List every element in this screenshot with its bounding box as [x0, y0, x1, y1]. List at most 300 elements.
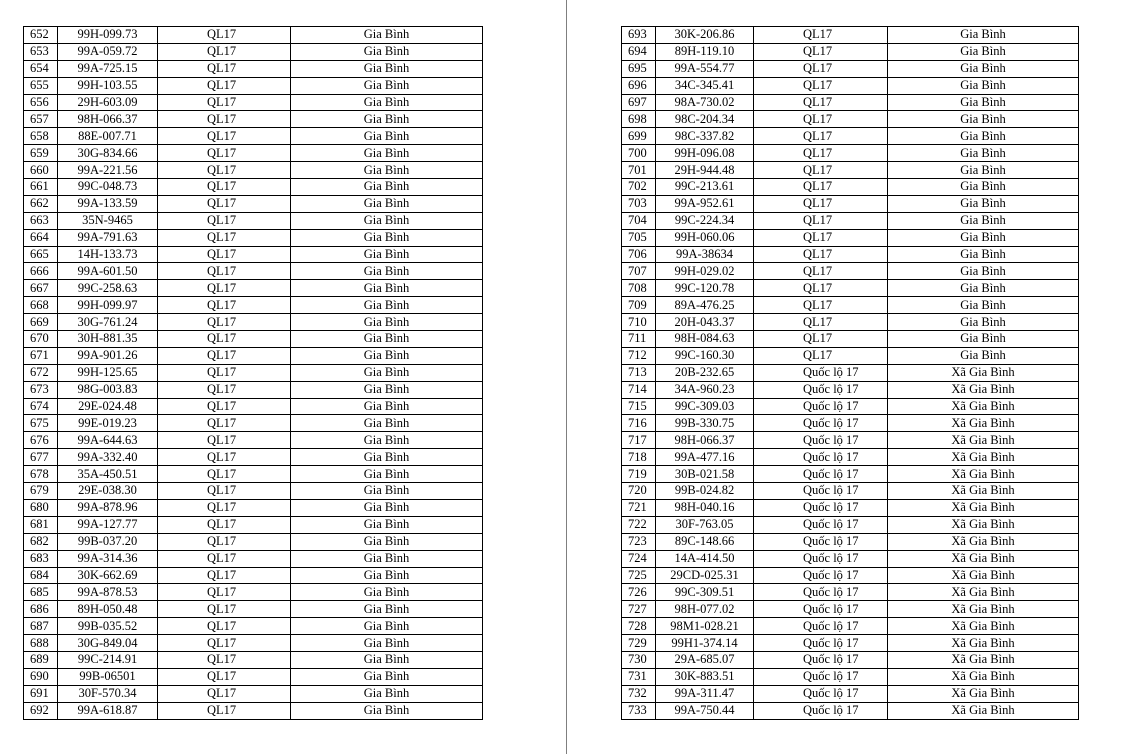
row-number-cell: 664: [24, 229, 58, 246]
row-number-cell: 727: [622, 601, 656, 618]
table-row: [24, 398, 483, 415]
plate-number-cell: 89H-050.48: [58, 601, 158, 618]
plate-number-cell: 99C-214.91: [58, 651, 158, 668]
row-number-cell: 667: [24, 280, 58, 297]
table-row: [24, 77, 483, 94]
plate-number-cell: 99C-309.51: [656, 584, 754, 601]
location-cell: Gia Bình: [291, 94, 483, 111]
location-cell: Gia Bình: [888, 212, 1079, 229]
road-cell: QL17: [754, 212, 888, 229]
road-cell: QL17: [158, 195, 291, 212]
row-number-cell: 653: [24, 43, 58, 60]
row-number-cell: 657: [24, 111, 58, 128]
row-number-cell: 671: [24, 347, 58, 364]
table-row: [622, 550, 1079, 567]
table-row: [622, 27, 1079, 44]
table-row: [24, 263, 483, 280]
table-row: [24, 111, 483, 128]
row-number-cell: 692: [24, 702, 58, 719]
road-cell: QL17: [158, 685, 291, 702]
table-row: [622, 263, 1079, 280]
row-number-cell: 681: [24, 516, 58, 533]
road-cell: QL17: [158, 702, 291, 719]
row-number-cell: 683: [24, 550, 58, 567]
plate-number-cell: 99A-133.59: [58, 195, 158, 212]
table-row: [622, 145, 1079, 162]
road-cell: QL17: [158, 635, 291, 652]
location-cell: Gia Bình: [888, 314, 1079, 331]
plate-number-cell: 30H-881.35: [58, 331, 158, 348]
location-cell: Xã Gia Bình: [888, 668, 1079, 685]
road-cell: Quốc lộ 17: [754, 516, 888, 533]
road-cell: Quốc lộ 17: [754, 398, 888, 415]
row-number-cell: 706: [622, 246, 656, 263]
road-cell: QL17: [158, 60, 291, 77]
location-cell: Gia Bình: [291, 229, 483, 246]
location-cell: Gia Bình: [291, 195, 483, 212]
table-row: [24, 179, 483, 196]
road-cell: QL17: [158, 449, 291, 466]
location-cell: Xã Gia Bình: [888, 533, 1079, 550]
table-row: [622, 432, 1079, 449]
plate-number-cell: 34A-960.23: [656, 381, 754, 398]
row-number-cell: 678: [24, 466, 58, 483]
location-cell: Gia Bình: [291, 584, 483, 601]
table-row: [24, 364, 483, 381]
location-cell: Xã Gia Bình: [888, 567, 1079, 584]
row-number-cell: 711: [622, 331, 656, 348]
row-number-cell: 730: [622, 651, 656, 668]
table-row: [622, 77, 1079, 94]
location-cell: Gia Bình: [888, 145, 1079, 162]
row-number-cell: 661: [24, 179, 58, 196]
plate-number-cell: 98A-730.02: [656, 94, 754, 111]
plate-number-cell: 89H-119.10: [656, 43, 754, 60]
location-cell: Gia Bình: [888, 77, 1079, 94]
row-number-cell: 668: [24, 297, 58, 314]
row-number-cell: 696: [622, 77, 656, 94]
road-cell: QL17: [158, 179, 291, 196]
road-cell: QL17: [158, 364, 291, 381]
location-cell: Xã Gia Bình: [888, 415, 1079, 432]
location-cell: Gia Bình: [291, 263, 483, 280]
road-cell: QL17: [754, 145, 888, 162]
row-number-cell: 685: [24, 584, 58, 601]
plate-number-cell: 99B-024.82: [656, 483, 754, 500]
row-number-cell: 672: [24, 364, 58, 381]
row-number-cell: 702: [622, 179, 656, 196]
table-row: [24, 297, 483, 314]
row-number-cell: 720: [622, 483, 656, 500]
location-cell: Gia Bình: [888, 162, 1079, 179]
plate-number-cell: 35N-9465: [58, 212, 158, 229]
row-number-cell: 679: [24, 483, 58, 500]
plate-number-cell: 99C-120.78: [656, 280, 754, 297]
table-row: [24, 466, 483, 483]
row-number-cell: 715: [622, 398, 656, 415]
road-cell: QL17: [754, 195, 888, 212]
road-cell: QL17: [754, 94, 888, 111]
row-number-cell: 707: [622, 263, 656, 280]
right-records-body: [622, 27, 1079, 720]
location-cell: Xã Gia Bình: [888, 618, 1079, 635]
plate-number-cell: 99A-477.16: [656, 449, 754, 466]
row-number-cell: 690: [24, 668, 58, 685]
plate-number-cell: 99H-029.02: [656, 263, 754, 280]
row-number-cell: 708: [622, 280, 656, 297]
row-number-cell: 693: [622, 27, 656, 44]
road-cell: QL17: [754, 280, 888, 297]
road-cell: QL17: [158, 651, 291, 668]
location-cell: Xã Gia Bình: [888, 364, 1079, 381]
table-row: [622, 499, 1079, 516]
plate-number-cell: 88E-007.71: [58, 128, 158, 145]
location-cell: Gia Bình: [888, 179, 1079, 196]
road-cell: QL17: [158, 229, 291, 246]
plate-number-cell: 99H-096.08: [656, 145, 754, 162]
plate-number-cell: 30K-883.51: [656, 668, 754, 685]
table-row: [622, 668, 1079, 685]
location-cell: Gia Bình: [888, 94, 1079, 111]
road-cell: Quốc lộ 17: [754, 483, 888, 500]
road-cell: QL17: [158, 297, 291, 314]
road-cell: Quốc lộ 17: [754, 449, 888, 466]
left-records-body: [24, 27, 483, 720]
table-row: [622, 195, 1079, 212]
plate-number-cell: 98H-077.02: [656, 601, 754, 618]
table-row: [622, 483, 1079, 500]
table-row: [24, 550, 483, 567]
table-row: [622, 297, 1079, 314]
road-cell: QL17: [158, 584, 291, 601]
road-cell: QL17: [754, 162, 888, 179]
road-cell: QL17: [158, 77, 291, 94]
location-cell: Gia Bình: [291, 331, 483, 348]
road-cell: QL17: [158, 145, 291, 162]
plate-number-cell: 99H-103.55: [58, 77, 158, 94]
location-cell: Gia Bình: [291, 27, 483, 44]
location-cell: Gia Bình: [291, 635, 483, 652]
table-row: [24, 60, 483, 77]
table-row: [622, 635, 1079, 652]
plate-number-cell: 35A-450.51: [58, 466, 158, 483]
location-cell: Xã Gia Bình: [888, 499, 1079, 516]
road-cell: QL17: [158, 533, 291, 550]
road-cell: QL17: [158, 516, 291, 533]
plate-number-cell: 99A-878.53: [58, 584, 158, 601]
road-cell: QL17: [158, 499, 291, 516]
road-cell: Quốc lộ 17: [754, 651, 888, 668]
row-number-cell: 659: [24, 145, 58, 162]
location-cell: Gia Bình: [888, 128, 1079, 145]
location-cell: Gia Bình: [291, 297, 483, 314]
location-cell: Xã Gia Bình: [888, 466, 1079, 483]
location-cell: Gia Bình: [291, 43, 483, 60]
plate-number-cell: 99A-618.87: [58, 702, 158, 719]
road-cell: QL17: [158, 314, 291, 331]
plate-number-cell: 99B-330.75: [656, 415, 754, 432]
road-cell: Quốc lộ 17: [754, 601, 888, 618]
row-number-cell: 670: [24, 331, 58, 348]
road-cell: QL17: [754, 179, 888, 196]
plate-number-cell: 99B-06501: [58, 668, 158, 685]
location-cell: Gia Bình: [291, 466, 483, 483]
location-cell: Gia Bình: [888, 280, 1079, 297]
plate-number-cell: 98G-003.83: [58, 381, 158, 398]
right-records-table: [621, 26, 1079, 720]
row-number-cell: 709: [622, 297, 656, 314]
plate-number-cell: 29A-685.07: [656, 651, 754, 668]
plate-number-cell: 99B-037.20: [58, 533, 158, 550]
road-cell: QL17: [158, 280, 291, 297]
road-cell: QL17: [158, 43, 291, 60]
location-cell: Gia Bình: [291, 449, 483, 466]
table-row: [622, 280, 1079, 297]
plate-number-cell: 30K-206.86: [656, 27, 754, 44]
page-divider: [566, 0, 567, 754]
row-number-cell: 701: [622, 162, 656, 179]
table-row: [622, 331, 1079, 348]
table-row: [24, 128, 483, 145]
row-number-cell: 662: [24, 195, 58, 212]
plate-number-cell: 30F-570.34: [58, 685, 158, 702]
plate-number-cell: 99A-644.63: [58, 432, 158, 449]
location-cell: Gia Bình: [888, 246, 1079, 263]
table-row: [622, 516, 1079, 533]
road-cell: QL17: [754, 297, 888, 314]
location-cell: Xã Gia Bình: [888, 483, 1079, 500]
location-cell: Gia Bình: [291, 128, 483, 145]
table-row: [622, 162, 1079, 179]
location-cell: Gia Bình: [291, 702, 483, 719]
plate-number-cell: 99A-332.40: [58, 449, 158, 466]
row-number-cell: 712: [622, 347, 656, 364]
road-cell: QL17: [158, 550, 291, 567]
location-cell: Xã Gia Bình: [888, 381, 1079, 398]
road-cell: QL17: [158, 347, 291, 364]
table-row: [622, 60, 1079, 77]
road-cell: QL17: [158, 246, 291, 263]
table-row: [622, 685, 1079, 702]
table-row: [622, 111, 1079, 128]
plate-number-cell: 89C-148.66: [656, 533, 754, 550]
table-row: [24, 331, 483, 348]
road-cell: QL17: [158, 128, 291, 145]
road-cell: Quốc lộ 17: [754, 466, 888, 483]
location-cell: Gia Bình: [888, 331, 1079, 348]
plate-number-cell: 99A-601.50: [58, 263, 158, 280]
plate-number-cell: 29H-944.48: [656, 162, 754, 179]
table-row: [622, 381, 1079, 398]
location-cell: Gia Bình: [291, 516, 483, 533]
row-number-cell: 673: [24, 381, 58, 398]
table-row: [24, 229, 483, 246]
row-number-cell: 665: [24, 246, 58, 263]
road-cell: QL17: [754, 229, 888, 246]
plate-number-cell: 98C-204.34: [656, 111, 754, 128]
road-cell: QL17: [754, 111, 888, 128]
location-cell: Xã Gia Bình: [888, 449, 1079, 466]
plate-number-cell: 99A-791.63: [58, 229, 158, 246]
plate-number-cell: 99A-311.47: [656, 685, 754, 702]
location-cell: Xã Gia Bình: [888, 550, 1079, 567]
row-number-cell: 688: [24, 635, 58, 652]
road-cell: QL17: [158, 432, 291, 449]
road-cell: Quốc lộ 17: [754, 550, 888, 567]
road-cell: Quốc lộ 17: [754, 499, 888, 516]
road-cell: Quốc lộ 17: [754, 567, 888, 584]
row-number-cell: 713: [622, 364, 656, 381]
location-cell: Xã Gia Bình: [888, 685, 1079, 702]
table-row: [24, 449, 483, 466]
row-number-cell: 675: [24, 415, 58, 432]
table-row: [24, 212, 483, 229]
location-cell: Gia Bình: [291, 601, 483, 618]
table-row: [622, 364, 1079, 381]
row-number-cell: 729: [622, 635, 656, 652]
plate-number-cell: 99A-38634: [656, 246, 754, 263]
location-cell: Gia Bình: [291, 212, 483, 229]
road-cell: QL17: [754, 77, 888, 94]
location-cell: Gia Bình: [291, 651, 483, 668]
table-row: [24, 685, 483, 702]
road-cell: Quốc lộ 17: [754, 415, 888, 432]
left-records-table: [23, 26, 483, 720]
row-number-cell: 722: [622, 516, 656, 533]
row-number-cell: 680: [24, 499, 58, 516]
location-cell: Gia Bình: [888, 27, 1079, 44]
road-cell: QL17: [158, 398, 291, 415]
row-number-cell: 691: [24, 685, 58, 702]
row-number-cell: 674: [24, 398, 58, 415]
plate-number-cell: 98H-084.63: [656, 331, 754, 348]
plate-number-cell: 99H-099.97: [58, 297, 158, 314]
row-number-cell: 698: [622, 111, 656, 128]
plate-number-cell: 20H-043.37: [656, 314, 754, 331]
table-row: [622, 702, 1079, 719]
plate-number-cell: 98H-066.37: [58, 111, 158, 128]
location-cell: Gia Bình: [888, 43, 1079, 60]
table-row: [24, 195, 483, 212]
row-number-cell: 733: [622, 702, 656, 719]
row-number-cell: 655: [24, 77, 58, 94]
table-row: [24, 483, 483, 500]
row-number-cell: 677: [24, 449, 58, 466]
row-number-cell: 719: [622, 466, 656, 483]
plate-number-cell: 99A-952.61: [656, 195, 754, 212]
row-number-cell: 705: [622, 229, 656, 246]
location-cell: Gia Bình: [291, 668, 483, 685]
table-row: [24, 280, 483, 297]
road-cell: QL17: [754, 27, 888, 44]
location-cell: Gia Bình: [291, 246, 483, 263]
row-number-cell: 676: [24, 432, 58, 449]
table-row: [24, 516, 483, 533]
row-number-cell: 718: [622, 449, 656, 466]
plate-number-cell: 30K-662.69: [58, 567, 158, 584]
table-row: [622, 398, 1079, 415]
location-cell: Xã Gia Bình: [888, 516, 1079, 533]
location-cell: Xã Gia Bình: [888, 584, 1079, 601]
table-row: [24, 432, 483, 449]
road-cell: QL17: [158, 668, 291, 685]
plate-number-cell: 99C-258.63: [58, 280, 158, 297]
road-cell: QL17: [754, 128, 888, 145]
row-number-cell: 717: [622, 432, 656, 449]
road-cell: QL17: [158, 94, 291, 111]
row-number-cell: 656: [24, 94, 58, 111]
location-cell: Gia Bình: [291, 145, 483, 162]
table-row: [24, 601, 483, 618]
location-cell: Gia Bình: [291, 314, 483, 331]
location-cell: Gia Bình: [291, 77, 483, 94]
row-number-cell: 699: [622, 128, 656, 145]
table-row: [622, 179, 1079, 196]
plate-number-cell: 14A-414.50: [656, 550, 754, 567]
row-number-cell: 654: [24, 60, 58, 77]
row-number-cell: 660: [24, 162, 58, 179]
table-row: [622, 347, 1079, 364]
location-cell: Gia Bình: [291, 60, 483, 77]
row-number-cell: 697: [622, 94, 656, 111]
road-cell: QL17: [158, 331, 291, 348]
row-number-cell: 669: [24, 314, 58, 331]
row-number-cell: 684: [24, 567, 58, 584]
row-number-cell: 725: [622, 567, 656, 584]
location-cell: Gia Bình: [291, 618, 483, 635]
plate-number-cell: 29E-024.48: [58, 398, 158, 415]
table-row: [622, 212, 1079, 229]
road-cell: QL17: [158, 618, 291, 635]
table-row: [24, 246, 483, 263]
table-row: [622, 584, 1079, 601]
road-cell: QL17: [158, 567, 291, 584]
location-cell: Gia Bình: [888, 263, 1079, 280]
road-cell: QL17: [158, 162, 291, 179]
plate-number-cell: 99A-554.77: [656, 60, 754, 77]
plate-number-cell: 99A-221.56: [58, 162, 158, 179]
plate-number-cell: 98C-337.82: [656, 128, 754, 145]
plate-number-cell: 30G-849.04: [58, 635, 158, 652]
plate-number-cell: 98H-040.16: [656, 499, 754, 516]
table-row: [24, 27, 483, 44]
location-cell: Gia Bình: [291, 483, 483, 500]
row-number-cell: 694: [622, 43, 656, 60]
location-cell: Gia Bình: [291, 364, 483, 381]
row-number-cell: 710: [622, 314, 656, 331]
row-number-cell: 723: [622, 533, 656, 550]
table-row: [622, 466, 1079, 483]
row-number-cell: 686: [24, 601, 58, 618]
plate-number-cell: 99H-125.65: [58, 364, 158, 381]
row-number-cell: 695: [622, 60, 656, 77]
road-cell: QL17: [158, 483, 291, 500]
row-number-cell: 726: [622, 584, 656, 601]
row-number-cell: 724: [622, 550, 656, 567]
table-row: [24, 145, 483, 162]
row-number-cell: 714: [622, 381, 656, 398]
row-number-cell: 732: [622, 685, 656, 702]
table-row: [24, 651, 483, 668]
row-number-cell: 682: [24, 533, 58, 550]
road-cell: QL17: [754, 314, 888, 331]
location-cell: Gia Bình: [888, 229, 1079, 246]
plate-number-cell: 34C-345.41: [656, 77, 754, 94]
row-number-cell: 652: [24, 27, 58, 44]
row-number-cell: 700: [622, 145, 656, 162]
table-row: [24, 567, 483, 584]
table-row: [622, 601, 1079, 618]
